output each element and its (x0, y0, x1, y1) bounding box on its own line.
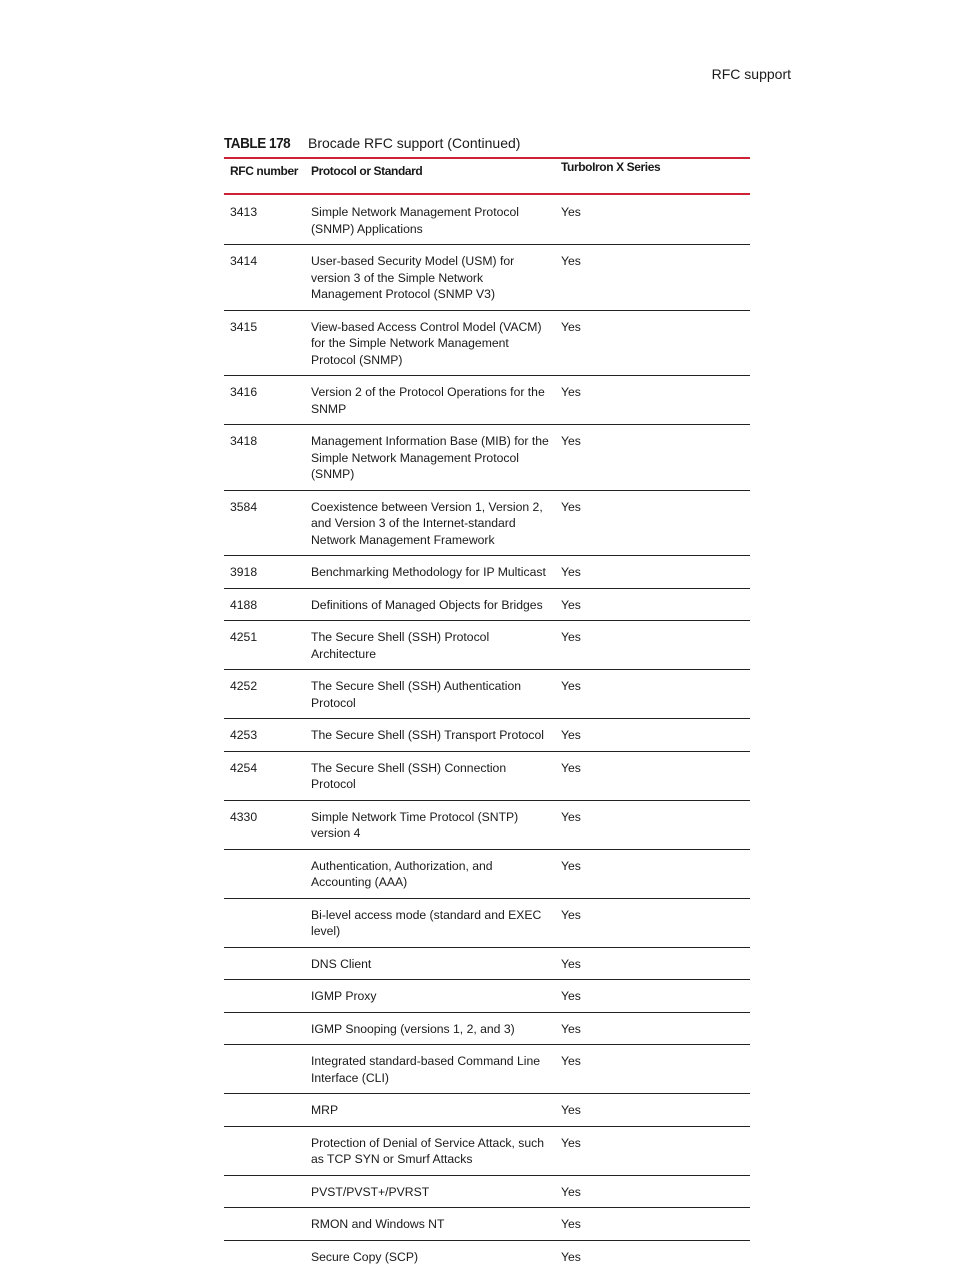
rfc-number-cell (224, 947, 305, 980)
support-cell: Yes (555, 898, 750, 947)
support-cell: Yes (555, 376, 750, 425)
rfc-number-cell (224, 1208, 305, 1241)
support-cell: Yes (555, 800, 750, 849)
protocol-cell: Definitions of Managed Objects for Bridges (305, 588, 555, 621)
rfc-number-cell: 4252 (224, 670, 305, 719)
rfc-number-cell: 3414 (224, 245, 305, 311)
rfc-number-cell (224, 898, 305, 947)
table-row (224, 556, 750, 589)
table-row (224, 980, 750, 1013)
support-cell: Yes (561, 1249, 581, 1264)
table-row (224, 1208, 750, 1241)
protocol-cell: Secure Copy (SCP) (311, 1249, 419, 1264)
support-cell: Yes (555, 1094, 750, 1127)
table-row (224, 194, 750, 245)
support-cell: Yes (555, 588, 750, 621)
table-row (224, 1240, 750, 1272)
table-row (224, 1012, 750, 1045)
protocol-cell: The Secure Shell (SSH) Authentication Protocol (305, 670, 555, 719)
rfc-number-cell (224, 1175, 305, 1208)
support-cell: Yes (555, 310, 750, 376)
table-title: Brocade RFC support (Continued) (308, 135, 521, 151)
table-row (224, 800, 750, 849)
rfc-support-table (224, 157, 750, 1272)
column-header-turboiron: TurboIron X Series (555, 158, 750, 194)
protocol-cell: MRP (305, 1094, 555, 1127)
support-cell: Yes (555, 947, 750, 980)
table-row (224, 751, 750, 800)
support-cell: Yes (555, 621, 750, 670)
support-cell: Yes (555, 556, 750, 589)
protocol-cell: Protection of Denial of Service Attack, such as TCP SYN or Smurf Attacks (305, 1126, 555, 1175)
table-row (224, 621, 750, 670)
rfc-number-cell: 3415 (224, 310, 305, 376)
support-cell: Yes (555, 194, 750, 245)
table-row (224, 245, 750, 311)
protocol-cell: Simple Network Management Protocol (SNMP) Applications (305, 194, 555, 245)
rfc-number-cell: 3416 (224, 376, 305, 425)
rfc-number-cell: 4188 (224, 588, 305, 621)
protocol-cell: RMON and Windows NT (305, 1208, 555, 1241)
column-header-rfc-number: RFC number (224, 158, 305, 194)
protocol-cell: The Secure Shell (SSH) Connection Protocol (305, 751, 555, 800)
support-cell: Yes (555, 1208, 750, 1241)
rfc-number-cell (224, 849, 305, 898)
support-cell: Yes (555, 245, 750, 311)
support-cell: Yes (555, 1126, 750, 1175)
table-row (224, 719, 750, 752)
rfc-number-cell (224, 1045, 305, 1094)
table-row (224, 425, 750, 491)
protocol-cell: Authentication, Authorization, and Accounting (AAA) (305, 849, 555, 898)
protocol-cell: Integrated standard-based Command Line Interface (CLI) (305, 1045, 555, 1094)
protocol-cell: The Secure Shell (SSH) Transport Protocol (305, 719, 555, 752)
table-number: TABLE 178 (224, 135, 291, 152)
table-row (224, 849, 750, 898)
rfc-number-cell (224, 1094, 305, 1127)
table-row (224, 376, 750, 425)
support-cell: Yes (555, 425, 750, 491)
protocol-cell: IGMP Proxy (305, 980, 555, 1013)
rfc-number-cell: 4253 (224, 719, 305, 752)
rfc-number-cell: 4251 (224, 621, 305, 670)
support-cell: Yes (555, 1175, 750, 1208)
table-body (224, 194, 750, 1272)
protocol-cell: Bi-level access mode (standard and EXEC level) (305, 898, 555, 947)
support-cell: Yes (555, 1012, 750, 1045)
table-row (224, 310, 750, 376)
protocol-cell: Coexistence between Version 1, Version 2, and Version 3 of the Internet-standard Network Management Framework (305, 490, 555, 556)
support-cell: Yes (555, 980, 750, 1013)
protocol-cell: PVST/PVST+/PVRST (305, 1175, 555, 1208)
support-cell: Yes (555, 670, 750, 719)
column-header-protocol: Protocol or Standard (305, 158, 555, 194)
support-cell: Yes (555, 751, 750, 800)
rfc-number-cell (224, 1126, 305, 1175)
rfc-number-cell: 4330 (224, 800, 305, 849)
protocol-cell: DNS Client (305, 947, 555, 980)
rfc-number-cell (224, 1012, 305, 1045)
protocol-cell: Benchmarking Methodology for IP Multicast (305, 556, 555, 589)
rfc-number-cell: 3584 (224, 490, 305, 556)
protocol-cell: Version 2 of the Protocol Operations for the SNMP (305, 376, 555, 425)
rfc-number-cell: 4254 (224, 751, 305, 800)
table-row (224, 670, 750, 719)
support-cell: Yes (555, 490, 750, 556)
table-row (224, 898, 750, 947)
rfc-number-cell (224, 1240, 305, 1272)
table-row (224, 947, 750, 980)
table-header-row (224, 158, 750, 194)
support-cell: Yes (555, 1045, 750, 1094)
support-cell: Yes (555, 719, 750, 752)
protocol-cell: IGMP Snooping (versions 1, 2, and 3) (305, 1012, 555, 1045)
table-row (224, 1175, 750, 1208)
protocol-cell: Management Information Base (MIB) for the Simple Network Management Protocol (SNMP) (305, 425, 555, 491)
table-row (224, 1126, 750, 1175)
protocol-cell: User-based Security Model (USM) for version 3 of the Simple Network Management Protocol (SNMP V3) (305, 245, 555, 311)
table-row (224, 1094, 750, 1127)
table-caption (224, 135, 750, 152)
rfc-number-cell: 3918 (224, 556, 305, 589)
rfc-number-cell: 3418 (224, 425, 305, 491)
protocol-cell: View-based Access Control Model (VACM) for the Simple Network Management Protocol (SNMP) (305, 310, 555, 376)
protocol-cell: The Secure Shell (SSH) Protocol Architecture (305, 621, 555, 670)
table-row (224, 588, 750, 621)
table-row (224, 490, 750, 556)
support-cell: Yes (555, 849, 750, 898)
rfc-number-cell (224, 980, 305, 1013)
running-header: RFC support (711, 66, 791, 82)
rfc-number-cell: 3413 (224, 194, 305, 245)
protocol-cell: Simple Network Time Protocol (SNTP) version 4 (305, 800, 555, 849)
table-row (224, 1045, 750, 1094)
